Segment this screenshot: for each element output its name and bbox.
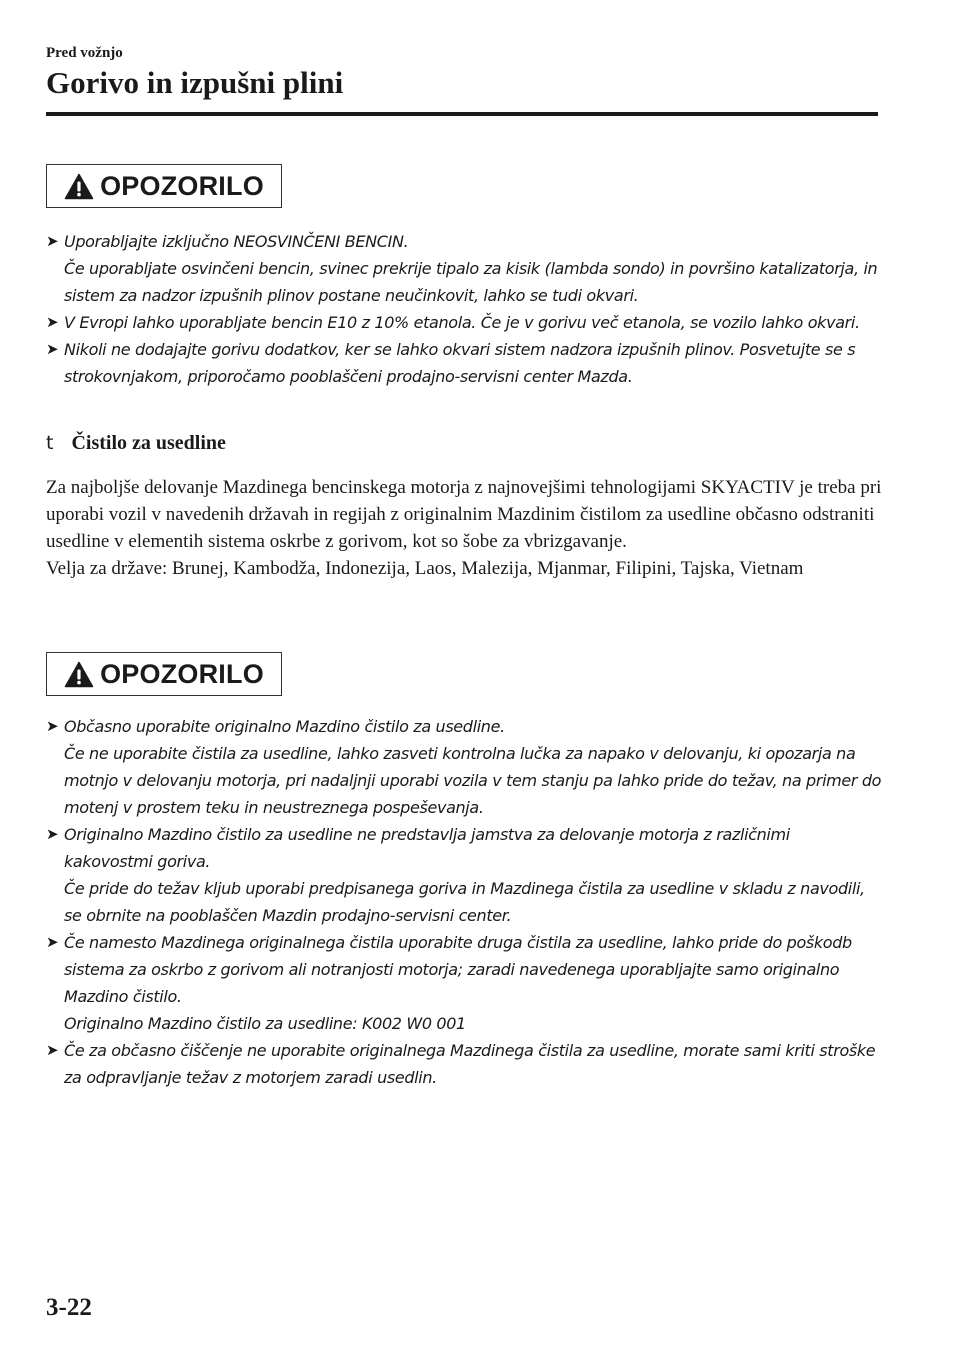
warning-bullet-item: [46, 228, 882, 309]
bullet-arrow-icon: ➤: [46, 1041, 59, 1059]
warning-box-1: [46, 164, 282, 208]
bullet-arrow-icon: ➤: [46, 825, 59, 843]
page-header: [46, 44, 878, 116]
page-number: 3-22: [46, 1294, 92, 1321]
warning-bullet-item: [46, 713, 882, 821]
subsection-heading: [46, 432, 226, 455]
warning-bullet-item: [46, 929, 882, 1037]
warning-1-list: [46, 228, 882, 390]
page-title: Gorivo in izpušni plini: [46, 65, 344, 100]
warning-bullet-item: [46, 336, 882, 390]
header-rule: [46, 112, 878, 116]
bullet-text: Nikoli ne dodajajte gorivu dodatkov, ker se lahko okvari sistem nadzora izpušnih plinov. Posvetujte se s strokovnjakom, priporočamo pooblaščeni prodajno-servisni center Mazda.: [64, 340, 856, 386]
warning-box-2: [46, 652, 282, 696]
body-paragraph: Za najboljše delovanje Mazdinega bencinskega motorja z najnovejšimi tehnologijami SKYACTIV je treba pri uporabi vozil v navedenih državah in regijah z originalnim Mazdinim čistilom za usedline občasno odstraniti usedline v elementih sistema oskrbe z gorivom, kot so šobe za vbrizgavanje.: [46, 477, 882, 552]
section-name: Pred vožnjo: [46, 45, 123, 61]
bullet-text: Originalno Mazdino čistilo za usedline ne predstavlja jamstva za delovanje motorja z različnimi kakovostmi goriva.: [64, 825, 790, 871]
bullet-text: Občasno uporabite originalno Mazdino čistilo za usedline.: [64, 717, 505, 736]
warning-2-list: [46, 713, 882, 1091]
warning-bullet-item: [46, 1037, 882, 1091]
bullet-text: Če ne uporabite čistila za usedline, lahko zasveti kontrolna lučka za napako v delovanju, ki opozarja na motnjo v delovanju motorja, pri nadaljnji uporabi vozila v tem stanju pa lahko pride do težav, na primer do motenj v prostem teku in neustreznega pospeševanja.: [64, 744, 882, 817]
warning-label: OPOZORILO: [100, 658, 264, 689]
warning-bullet-item: [46, 821, 882, 929]
bullet-text: V Evropi lahko uporabljate bencin E10 z 10% etanola. Če je v gorivu več etanola, se vozilo lahko okvari.: [64, 313, 860, 332]
bullet-arrow-icon: ➤: [46, 313, 59, 331]
warning-triangle-icon: [64, 173, 94, 200]
bullet-text: Če namesto Mazdinega originalnega čistila uporabite druga čistila za usedline, lahko pride do poškodb sistema za oskrbo z gorivom ali notranjosti motorja; zaradi navedenega uporabljajte samo originalno Mazdino čistilo.: [64, 933, 852, 1006]
warning-bullet-item: [46, 309, 882, 336]
bullet-text: Če za občasno čiščenje ne uporabite originalnega Mazdinega čistila za usedline, morate sami kriti stroške za odpravljanje težav z motorjem zaradi usedlin.: [64, 1041, 876, 1087]
subsection-title: Čistilo za usedline: [71, 432, 226, 454]
warning-label: OPOZORILO: [100, 170, 264, 201]
bullet-text: Če pride do težav kljub uporabi predpisanega goriva in Mazdinega čistila za usedline v skladu z navodili, se obrnite na pooblaščen Mazdin prodajno-servisni center.: [64, 879, 865, 925]
bullet-arrow-icon: ➤: [46, 933, 59, 951]
warning-triangle-icon: [64, 661, 94, 688]
body-text: [46, 474, 886, 582]
bullet-text: Originalno Mazdino čistilo za usedline: K002 W0 001: [64, 1014, 466, 1033]
bullet-arrow-icon: ➤: [46, 232, 59, 250]
bullet-text: Če uporabljate osvinčeni bencin, svinec prekrije tipalo za kisik (lambda sondo) in površino katalizatorja, in sistem za nadzor izpušnih plinov postane neučinkovit, lahko se tudi okvari.: [64, 259, 878, 305]
body-countries: Velja za države: Brunej, Kambodža, Indonezija, Laos, Malezija, Mjanmar, Filipini, Tajska, Vietnam: [46, 558, 804, 579]
bullet-arrow-icon: ➤: [46, 717, 59, 735]
subsection-marker: t: [46, 432, 54, 454]
bullet-arrow-icon: ➤: [46, 340, 59, 358]
bullet-text: Uporabljajte izključno NEOSVINČENI BENCIN.: [64, 232, 409, 251]
